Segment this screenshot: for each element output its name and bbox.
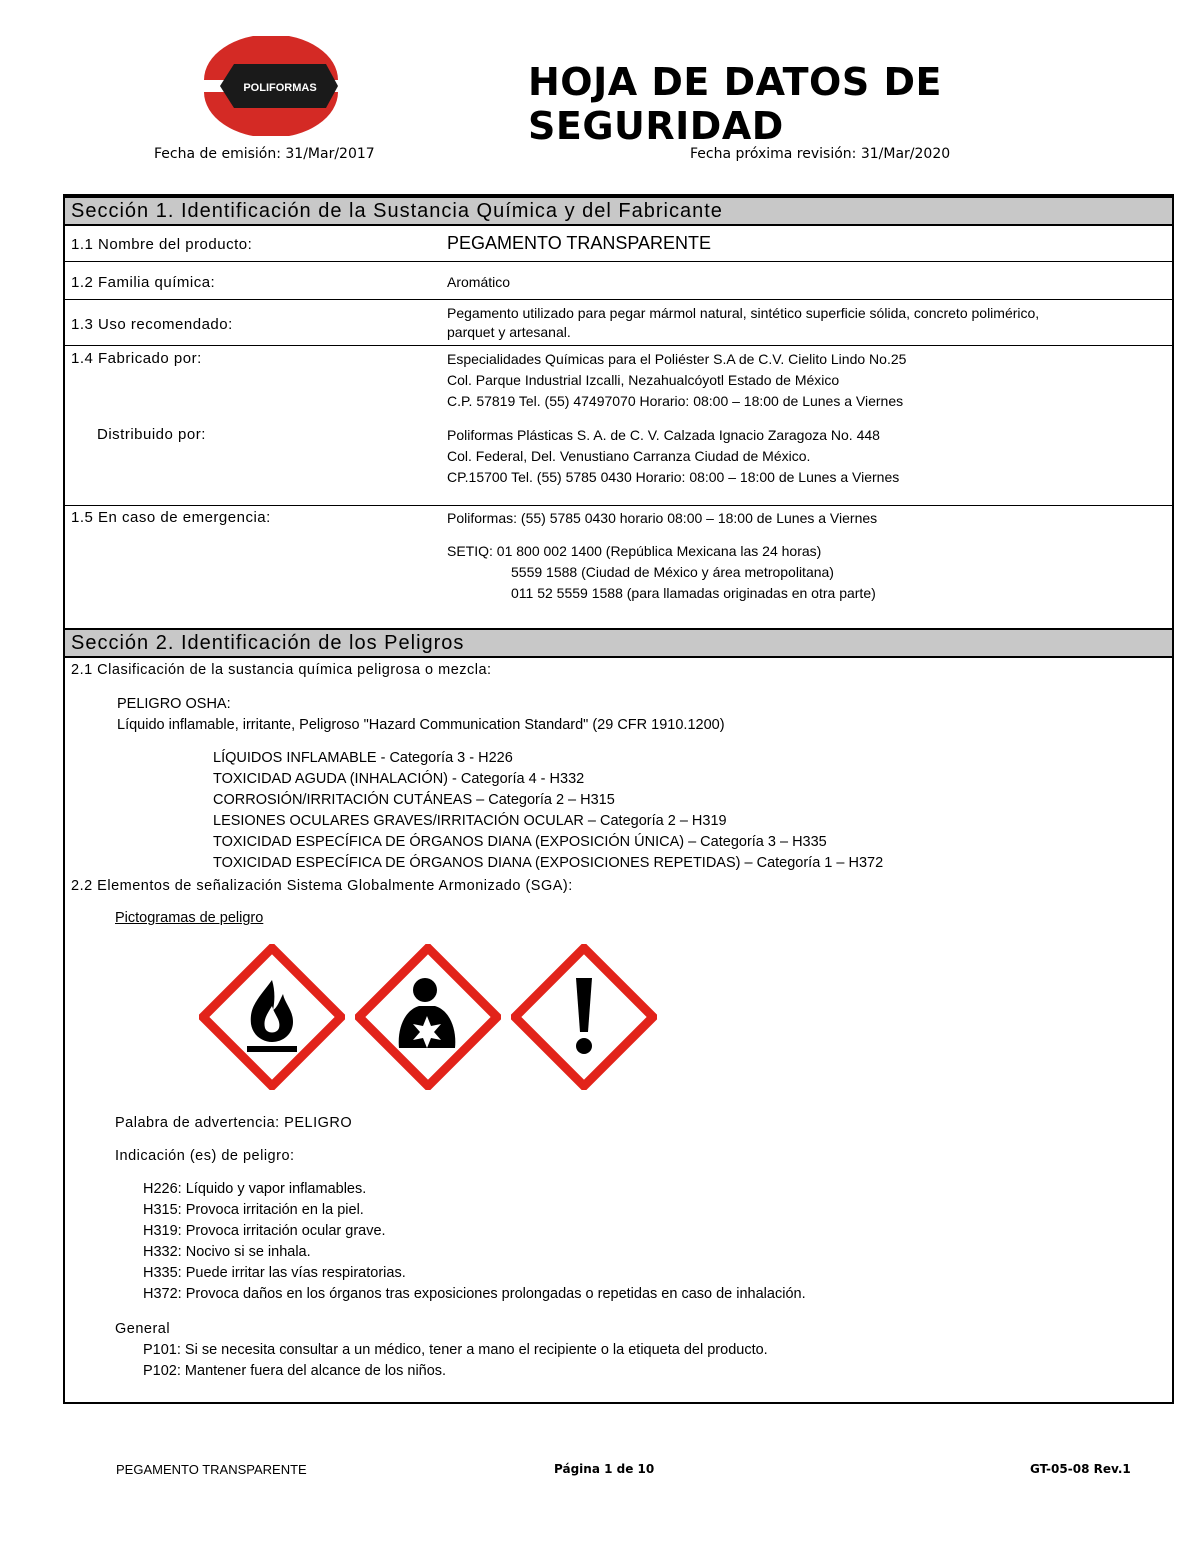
health-hazard-pictogram bbox=[355, 944, 501, 1095]
osha-description: Líquido inflamable, irritante, Peligroso "Hazard Communication Standard" (29 CFR 1910.1200) bbox=[117, 717, 725, 733]
hazard-statement: H319: Provoca irritación ocular grave. bbox=[143, 1223, 386, 1239]
category-item: TOXICIDAD AGUDA (INHALACIÓN) - Categoría 4 - H332 bbox=[213, 771, 585, 787]
precaution-statement: P102: Mantener fuera del alcance de los niños. bbox=[143, 1363, 447, 1379]
use-line-1: Pegamento utilizado para pegar mármol natural, sintético superficie sólida, concreto polimérico, bbox=[447, 305, 1040, 321]
dist-line-1: Poliformas Plásticas S. A. de C. V. Calzada Ignacio Zaragoza No. 448 bbox=[447, 427, 880, 443]
emergency-label: 1.5 En caso de emergencia: bbox=[71, 509, 271, 526]
svg-text:POLIFORMAS: POLIFORMAS bbox=[243, 82, 317, 94]
pictograms-label: Pictogramas de peligro bbox=[115, 910, 264, 926]
maker-line-1: Especialidades Químicas para el Poliéster S.A de C.V. Cielito Lindo No.25 bbox=[447, 351, 907, 367]
category-item: CORROSIÓN/IRRITACIÓN CUTÁNEAS – Categoría 2 – H315 bbox=[213, 792, 615, 808]
section2-header: Sección 2. Identificación de los Peligros bbox=[65, 628, 1172, 658]
product-row bbox=[65, 226, 1172, 262]
elements-label: 2.2 Elementos de señalización Sistema Globalmente Armonizado (SGA): bbox=[71, 878, 573, 894]
precaution-statement: P101: Si se necesita consultar a un médico, tener a mano el recipiente o la etiqueta del producto. bbox=[143, 1342, 768, 1358]
exclamation-pictogram bbox=[511, 944, 657, 1095]
product-value: PEGAMENTO TRANSPARENTE bbox=[447, 233, 712, 253]
issue-date: Fecha de emisión: 31/Mar/2017 bbox=[154, 146, 375, 162]
emergency-row bbox=[65, 506, 1172, 629]
document-title: HOJA DE DATOS DE SEGURIDAD bbox=[528, 60, 942, 148]
osha-label: PELIGRO OSHA: bbox=[117, 696, 231, 712]
maker-line-3: C.P. 57819 Tel. (55) 47497070 Horario: 08:00 – 18:00 de Lunes a Viernes bbox=[447, 393, 904, 409]
hazard-statement: H335: Puede irritar las vías respiratorias. bbox=[143, 1265, 406, 1281]
distributor-label: Distribuido por: bbox=[97, 426, 206, 443]
general-label: General bbox=[115, 1321, 171, 1337]
revision-date: Fecha próxima revisión: 31/Mar/2020 bbox=[690, 146, 951, 162]
family-row bbox=[65, 262, 1172, 300]
signal-word: Palabra de advertencia: PELIGRO bbox=[115, 1115, 353, 1131]
category-item: LÍQUIDOS INFLAMABLE - Categoría 3 - H226 bbox=[213, 750, 513, 766]
hazard-statement: H226: Líquido y vapor inflamables. bbox=[143, 1181, 367, 1197]
emergency-line-1: Poliformas: (55) 5785 0430 horario 08:00 – 18:00 de Lunes a Viernes bbox=[447, 510, 878, 526]
section1-header: Sección 1. Identificación de la Sustancia Química y del Fabricante bbox=[65, 196, 1172, 226]
dist-line-3: CP.15700 Tel. (55) 5785 0430 Horario: 08:00 – 18:00 de Lunes a Viernes bbox=[447, 469, 900, 485]
family-value: Aromático bbox=[447, 274, 511, 290]
emergency-line-3: 5559 1588 (Ciudad de México y área metropolitana) bbox=[511, 564, 834, 580]
footer-page-number: Página 1 de 10 bbox=[554, 1462, 655, 1476]
dist-line-2: Col. Federal, Del. Venustiano Carranza Ciudad de México. bbox=[447, 448, 811, 464]
product-label: 1.1 Nombre del producto: bbox=[71, 236, 253, 253]
category-item: LESIONES OCULARES GRAVES/IRRITACIÓN OCULAR – Categoría 2 – H319 bbox=[213, 813, 727, 829]
footer-document-code: GT-05-08 Rev.1 bbox=[1030, 1462, 1131, 1476]
footer-product: PEGAMENTO TRANSPARENTE bbox=[116, 1462, 307, 1477]
hazard-statement: H332: Nocivo si se inhala. bbox=[143, 1244, 311, 1260]
emergency-line-4: 011 52 5559 1588 (para llamadas originadas en otra parte) bbox=[511, 585, 876, 601]
maker-label: 1.4 Fabricado por: bbox=[71, 350, 202, 367]
flame-pictogram bbox=[199, 944, 345, 1095]
manufacturer-row bbox=[65, 346, 1172, 506]
maker-line-2: Col. Parque Industrial Izcalli, Nezahualcóyotl Estado de México bbox=[447, 372, 840, 388]
family-label: 1.2 Familia química: bbox=[71, 274, 216, 291]
hazard-statement: H315: Provoca irritación en la piel. bbox=[143, 1202, 364, 1218]
document-frame bbox=[63, 194, 1174, 1404]
use-label: 1.3 Uso recomendado: bbox=[71, 316, 233, 333]
hazard-statement: H372: Provoca daños en los órganos tras exposiciones prolongadas o repetidas en caso de inhalación. bbox=[143, 1286, 806, 1302]
hazard-statements-label: Indicación (es) de peligro: bbox=[115, 1148, 295, 1164]
classification-label: 2.1 Clasificación de la sustancia química peligrosa o mezcla: bbox=[71, 662, 492, 678]
use-line-2: parquet y artesanal. bbox=[447, 324, 571, 340]
emergency-line-2: SETIQ: 01 800 002 1400 (República Mexicana las 24 horas) bbox=[447, 543, 822, 559]
company-logo bbox=[200, 36, 342, 136]
category-item: TOXICIDAD ESPECÍFICA DE ÓRGANOS DIANA (EXPOSICIONES REPETIDAS) – Categoría 1 – H372 bbox=[213, 855, 884, 871]
use-row bbox=[65, 300, 1172, 346]
category-item: TOXICIDAD ESPECÍFICA DE ÓRGANOS DIANA (EXPOSICIÓN ÚNICA) – Categoría 3 – H335 bbox=[213, 834, 827, 850]
